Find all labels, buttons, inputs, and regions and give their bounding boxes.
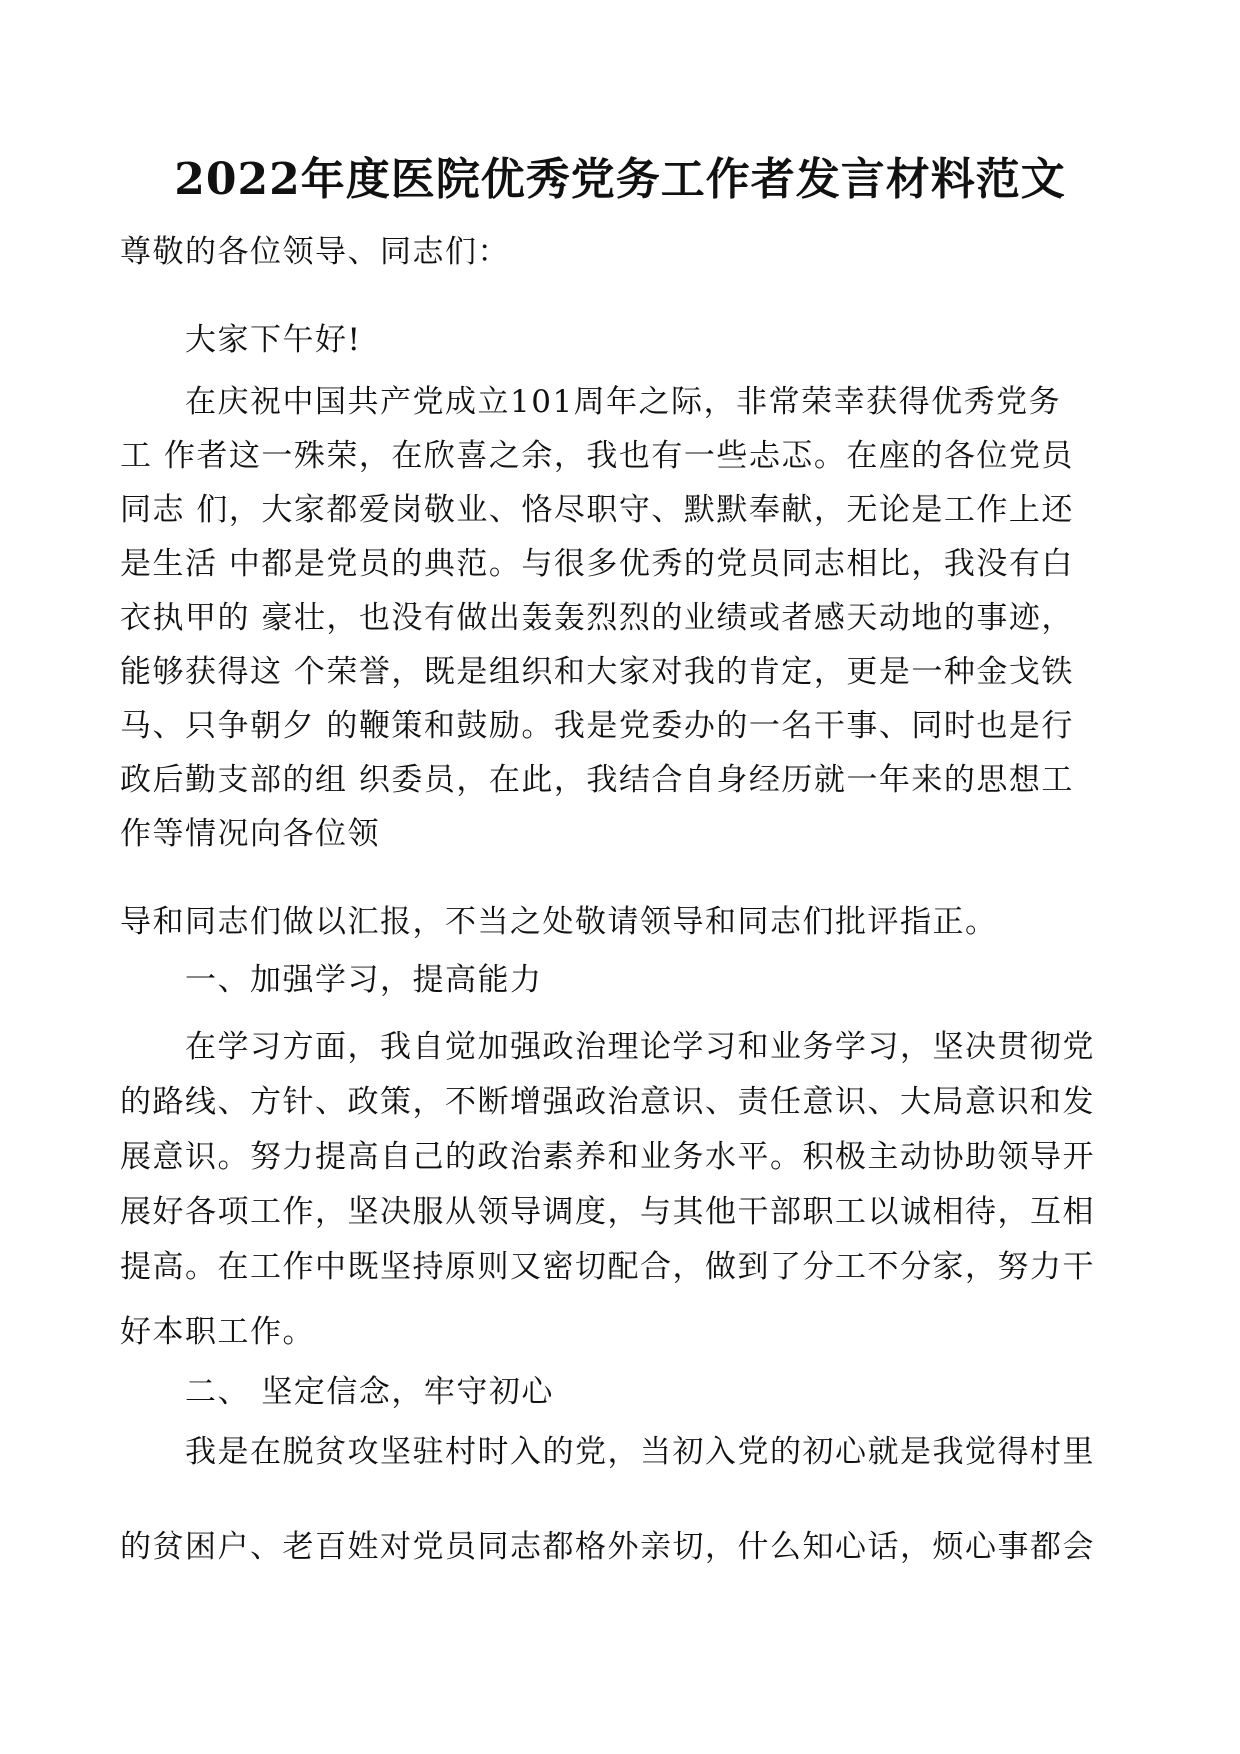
section-heading-1: 一、加强学习，提高能力 — [185, 962, 543, 998]
paragraph-line: 政后勤支部的组 织委员，在此，我结合自身经历就一年来的思想工 — [120, 762, 1074, 798]
greeting: 大家下午好! — [185, 322, 362, 358]
paragraph-line: 作等情况向各位领 — [120, 816, 380, 852]
document-title: 2022年度医院优秀党务工作者发言材料范文 — [174, 154, 1066, 205]
paragraph-line: 我是在脱贫攻坚驻村时入的党，当初入党的初心就是我觉得村里 — [185, 1434, 1095, 1470]
paragraph-line: 在庆祝中国共产党成立101周年之际，非常荣幸获得优秀党务 — [185, 384, 1062, 420]
paragraph-line: 衣执甲的 豪壮，也没有做出轰轰烈烈的业绩或者感天动地的事迹， — [120, 600, 1074, 636]
paragraph-line: 提高。在工作中既坚持原则又密切配合，做到了分工不分家，努力干 — [120, 1249, 1095, 1285]
paragraph-line: 好本职工作。 — [120, 1314, 315, 1350]
paragraph-line: 导和同志们做以汇报，不当之处敬请领导和同志们批评指正。 — [120, 904, 998, 940]
section-heading-2: 二、 坚定信念，牢守初心 — [185, 1374, 554, 1410]
paragraph-line: 在学习方面，我自觉加强政治理论学习和业务学习，坚决贯彻党 — [185, 1029, 1095, 1065]
salutation: 尊敬的各位领导、同志们： — [120, 234, 510, 270]
paragraph-line: 工 作者这一殊荣，在欣喜之余，我也有一些忐忑。在座的各位党员 — [120, 438, 1074, 474]
paragraph-line: 展好各项工作，坚决服从领导调度，与其他干部职工以诚相待，互相 — [120, 1194, 1095, 1230]
paragraph-line: 同志 们，大家都爱岗敬业、恪尽职守、默默奉献，无论是工作上还 — [120, 492, 1074, 528]
paragraph-line: 展意识。努力提高自己的政治素养和业务水平。积极主动协助领导开 — [120, 1139, 1095, 1175]
paragraph-line: 的路线、方针、政策，不断增强政治意识、责任意识、大局意识和发 — [120, 1084, 1095, 1120]
paragraph-line: 马、只争朝夕 的鞭策和鼓励。我是党委办的一名干事、同时也是行 — [120, 708, 1074, 744]
paragraph-line: 是生活 中都是党员的典范。与很多优秀的党员同志相比，我没有白 — [120, 546, 1074, 582]
paragraph-line: 能够获得这 个荣誉，既是组织和大家对我的肯定，更是一种金戈铁 — [120, 654, 1074, 690]
paragraph-line: 的贫困户、老百姓对党员同志都格外亲切，什么知心话，烦心事都会 — [120, 1529, 1095, 1565]
